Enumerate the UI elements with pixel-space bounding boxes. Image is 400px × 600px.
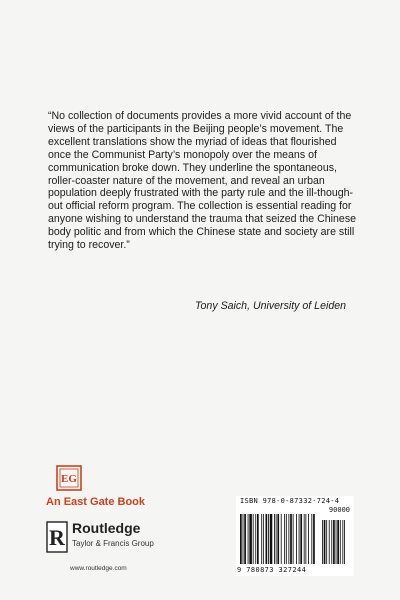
isbn-label: ISBN 978-0-87332-724-4 bbox=[240, 497, 340, 505]
blurb-quote bbox=[48, 110, 358, 252]
isbn-barcode-block bbox=[236, 496, 354, 576]
publisher-group: Taylor & Francis Group bbox=[72, 539, 154, 548]
svg-text:R: R bbox=[49, 525, 65, 550]
publisher-name: Routledge bbox=[72, 520, 141, 536]
routledge-logo-icon bbox=[46, 521, 68, 553]
barcode-addon: 90000 bbox=[328, 506, 350, 514]
east-gate-label: An East Gate Book bbox=[46, 496, 146, 508]
barcode-digits: 9 780873 327244 bbox=[237, 566, 307, 574]
barcode-bars bbox=[240, 514, 350, 566]
blurb-attribution: Tony Saich, University of Leiden bbox=[195, 300, 346, 312]
publisher-url: www.routledge.com bbox=[70, 565, 127, 572]
blurb-text: “No collection of documents provides a more vivid account of the views of the participants in the Beijing people’s movement. The excellent translations show the myriad of ideas that flourished once the Communist Party’s monopoly over the means of communication broke down. They underline the spontaneous, roller-coaster nature of the movement, and reveal an urban population deeply frustrated with the party rule and the ill-though-out official reform program. The collection is essential reading for anyone wishing to understand the trauma that seized the Chinese body politic and from which the Chinese state and society are still trying to recover.” bbox=[48, 110, 357, 252]
east-gate-logo-mark: EG bbox=[61, 473, 77, 485]
east-gate-logo-icon bbox=[56, 465, 82, 491]
